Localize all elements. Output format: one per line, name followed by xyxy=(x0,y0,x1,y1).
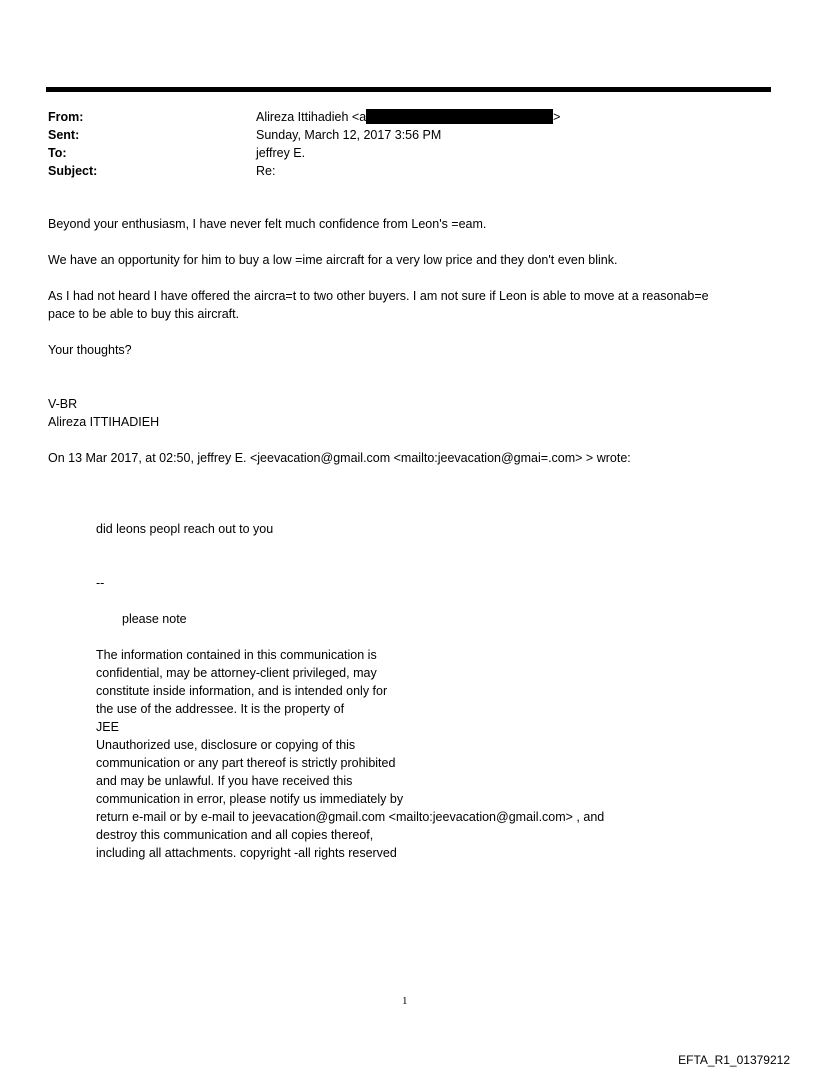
redaction-bar xyxy=(366,109,553,124)
from-end: > xyxy=(553,110,561,124)
subject-row xyxy=(48,162,748,180)
disclaimer-line: communication or any part thereof is strictly prohibited xyxy=(96,756,396,770)
to-label: To: xyxy=(48,146,67,160)
disclaimer-line: and may be unlawful. If you have received this xyxy=(96,774,353,788)
quoted-message: did leons peopl reach out to you xyxy=(96,522,274,536)
quoted-note: please note xyxy=(122,612,187,626)
disclaimer-line: Unauthorized use, disclosure or copying of this xyxy=(96,738,356,752)
body-paragraph-2: We have an opportunity for him to buy a low =ime aircraft for a very low price and they don't even blink. xyxy=(48,253,618,267)
disclaimer-line: destroy this communication and all copies thereof, xyxy=(96,828,374,842)
body-paragraph-3 xyxy=(48,287,768,323)
to-value: jeffrey E. xyxy=(256,146,306,160)
disclaimer-line: constitute inside information, and is intended only for xyxy=(96,684,388,698)
disclaimer-line: JEE xyxy=(96,720,119,734)
from-row xyxy=(48,108,748,126)
signature-line-2: Alireza ITTIHADIEH xyxy=(48,415,160,429)
subject-value: Re: xyxy=(256,164,276,178)
body-paragraph-3-line-2: pace to be able to buy this aircraft. xyxy=(48,307,240,321)
body-paragraph-4: Your thoughts? xyxy=(48,343,132,357)
signature xyxy=(48,395,768,431)
quote-intro: On 13 Mar 2017, at 02:50, jeffrey E. <jeevacation@gmail.com <mailto:jeevacation@gmai=.com> > wrote: xyxy=(48,451,631,465)
sent-value: Sunday, March 12, 2017 3:56 PM xyxy=(256,128,442,142)
body-paragraph-3-line-1: As I had not heard I have offered the aircra=t to two other buyers. I am not sure if Leon is able to move at a reasonab=e xyxy=(48,289,709,303)
disclaimer-block xyxy=(96,646,604,862)
page-number: 1 xyxy=(402,995,408,1007)
disclaimer-line: return e-mail or by e-mail to jeevacation@gmail.com <mailto:jeevacation@gmail.com> , and xyxy=(96,810,605,824)
disclaimer-line: confidential, may be attorney-client privileged, may xyxy=(96,666,377,680)
from-label: From: xyxy=(48,110,84,124)
signature-line-1: V-BR xyxy=(48,397,78,411)
subject-label: Subject: xyxy=(48,164,98,178)
disclaimer-line: communication in error, please notify us immediately by xyxy=(96,792,404,806)
sent-label: Sent: xyxy=(48,128,80,142)
to-row xyxy=(48,144,748,162)
disclaimer-line: including all attachments. copyright -all rights reserved xyxy=(96,846,397,860)
body-paragraph-1: Beyond your enthusiasm, I have never felt much confidence from Leon's =eam. xyxy=(48,217,487,231)
disclaimer-line: The information contained in this communication is xyxy=(96,648,377,662)
quoted-dashes: -- xyxy=(96,576,105,590)
email-header xyxy=(48,108,748,180)
bates-number: EFTA_R1_01379212 xyxy=(678,1053,790,1067)
from-partial: a xyxy=(359,110,367,124)
from-name: Alireza Ittihadieh < xyxy=(256,110,360,124)
header-divider xyxy=(46,87,771,92)
disclaimer-line: the use of the addressee. It is the property of xyxy=(96,702,345,716)
sent-row xyxy=(48,126,748,144)
from-value xyxy=(256,108,748,126)
